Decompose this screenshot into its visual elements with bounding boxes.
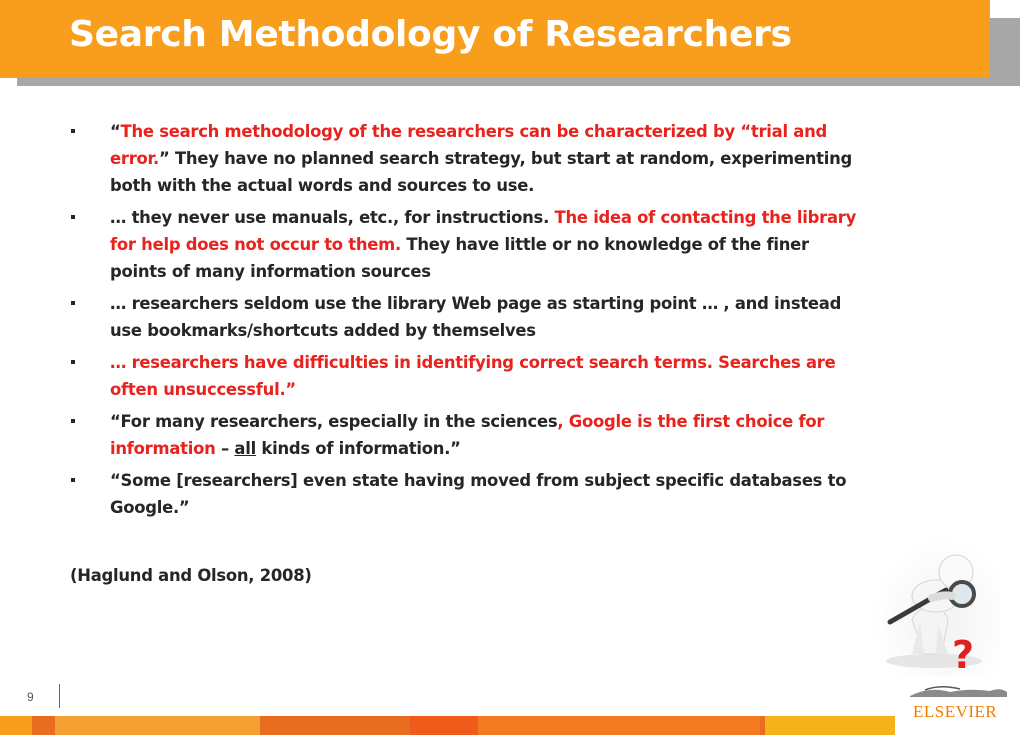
- bullet-marker-icon: [71, 215, 75, 219]
- bullet-item: [70, 290, 870, 344]
- bullet-marker-icon: [71, 419, 75, 423]
- footer-stripe-6: [478, 716, 760, 735]
- bullet-text: all: [234, 439, 256, 458]
- bullet-marker-icon: [71, 301, 75, 305]
- bullet-text: They have little or no knowledge of the finer points of many information sources: [110, 235, 809, 281]
- bullet-text: … they never use manuals, etc., for instructions.: [110, 208, 555, 227]
- citation: (Haglund and Olson, 2008): [70, 566, 312, 585]
- highlighted-text: The search methodology of the researchers can be characterized by “trial and error.: [110, 122, 827, 168]
- bullet-item: [70, 408, 870, 462]
- bullet-marker-icon: [71, 478, 75, 482]
- elsevier-logo: [905, 684, 1015, 724]
- bullet-text: –: [215, 439, 235, 458]
- slide-title: Search Methodology of Researchers: [69, 14, 792, 55]
- page-divider: [59, 684, 60, 708]
- footer-stripe-4: [260, 716, 410, 735]
- bullet-item: [70, 349, 870, 403]
- highlighted-text: … researchers have difficulties in identifying correct search terms. Searches are often unsuccessful.”: [110, 353, 836, 399]
- footer-stripe-5: [410, 716, 478, 735]
- bullet-list: [70, 118, 870, 526]
- bullet-text: “For many researchers, especially in the sciences: [110, 412, 558, 431]
- footer-stripe-3: [55, 716, 260, 735]
- bullet-text: ” They have no planned search strategy, but start at random, experimenting both with the actual words and sources to use.: [110, 149, 852, 195]
- highlighted-text: , Google is the first choice for information: [110, 412, 825, 458]
- footer-stripe-1: [0, 716, 32, 735]
- footer-stripe-2: [32, 716, 55, 735]
- bullet-text: “Some [researchers] even state having moved from subject specific databases to Google.”: [110, 471, 847, 517]
- highlighted-text: The idea of contacting the library for help does not occur to them.: [110, 208, 857, 254]
- elsevier-wordmark: ELSEVIER: [913, 702, 998, 721]
- bullet-text: kinds of information.”: [255, 439, 461, 458]
- title-bar: [0, 0, 990, 78]
- bullet-marker-icon: [71, 129, 75, 133]
- svg-text:?: ?: [952, 633, 975, 676]
- bullet-item: [70, 204, 870, 285]
- magnifying-glass-figure-question-mark-icon: [872, 536, 1000, 676]
- bullet-item: [70, 118, 870, 199]
- bullet-item: [70, 467, 870, 521]
- page-number: 9: [27, 690, 34, 704]
- footer-stripe-8: [765, 716, 895, 735]
- bullet-text: “: [110, 122, 121, 141]
- bullet-marker-icon: [71, 360, 75, 364]
- bullet-text: … researchers seldom use the library Web page as starting point … , and instead use bookmarks/shortcuts added by themselves: [110, 294, 842, 340]
